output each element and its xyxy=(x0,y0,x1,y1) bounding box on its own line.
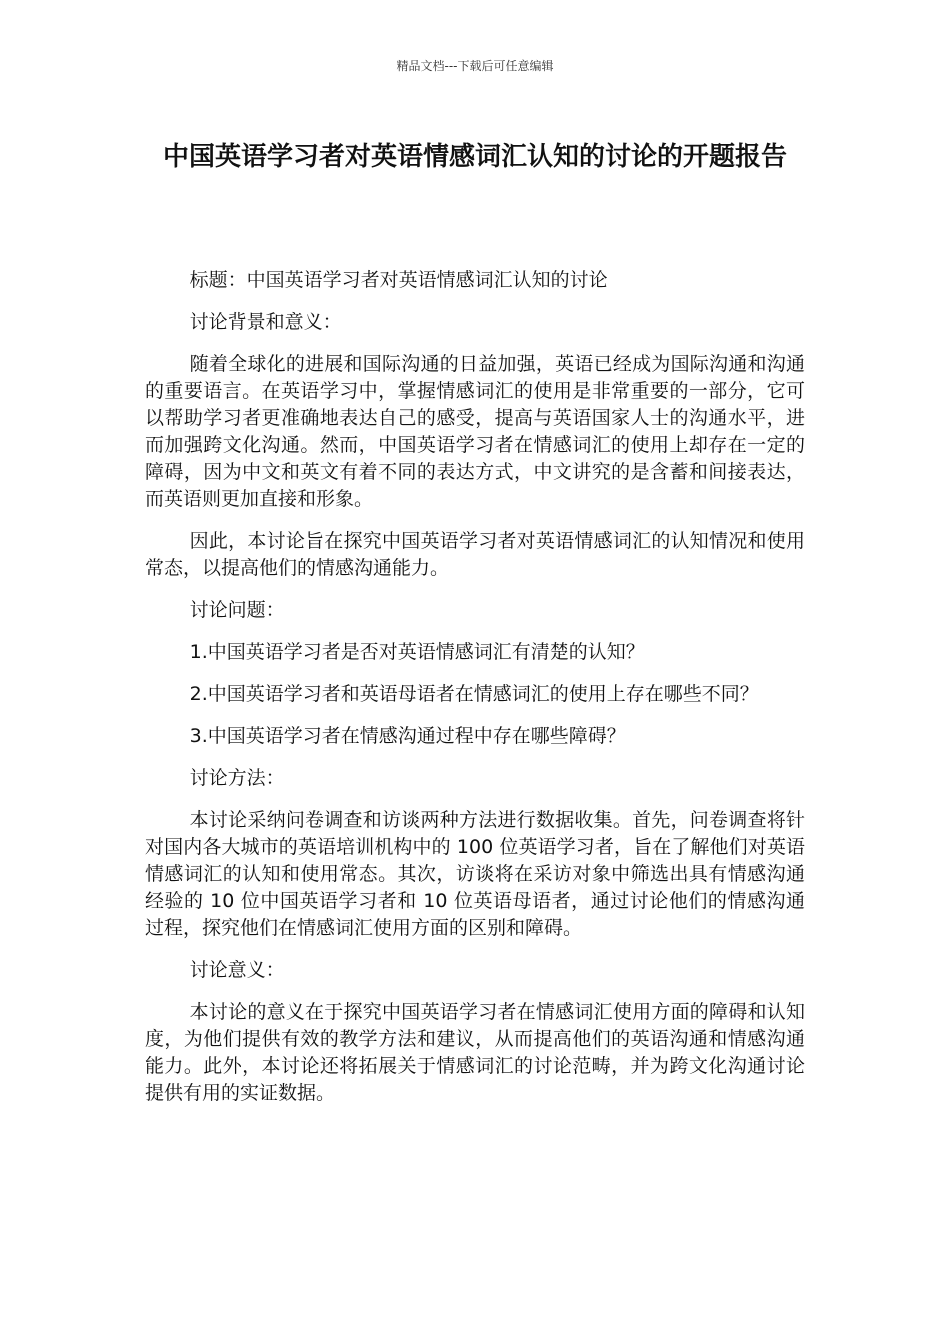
header-note: 精品文档---下载后可任意编辑 xyxy=(396,59,554,73)
document-title: 中国英语学习者对英语情感词汇认知的讨论的开题报告 xyxy=(162,142,787,172)
paragraph-background: 随着全球化的进展和国际沟通的日益加强，英语已经成为国际沟通和沟通的重要语言。在英语学习中，掌握情感词汇的使用是非常重要的一部分，它可以帮助学习者更准确地表达自己的感受，提高与英语国家人士的沟通水平，进而加强跨文化沟通。然而，中国英语学习者在情感词汇的使用上却存在一定的障碍，因为中文和英文有着不同的表达方式，中文讲究的是含蓄和间接表达，而英语则更加直接和形象。 xyxy=(145,353,805,510)
heading-significance: 讨论意义： xyxy=(189,959,285,981)
heading-questions: 讨论问题： xyxy=(189,599,285,621)
question-2: 2.中国英语学习者和英语母语者在情感词汇的使用上存在哪些不同？ xyxy=(189,683,759,705)
question-3: 3.中国英语学习者在情感沟通过程中存在哪些障碍？ xyxy=(189,725,626,747)
document-body xyxy=(145,267,805,1122)
paragraph-significance: 本讨论的意义在于探究中国英语学习者在情感词汇使用方面的障碍和认知度，为他们提供有效的教学方法和建议，从而提高他们的英语沟通和情感沟通能力。此外，本讨论还将拓展关于情感词汇的讨论范畴，并为跨文化沟通讨论提供有用的实证数据。 xyxy=(145,1001,805,1104)
paragraph-methods: 本讨论采纳问卷调查和访谈两种方法进行数据收集。首先，问卷调查将针对国内各大城市的英语培训机构中的 100 位英语学习者，旨在了解他们对英语情感词汇的认知和使用常态。其次，访谈将在采访对象中筛选出具有情感沟通经验的 10 位中国英语学习者和 10 位英语母语者，通过讨论他们的情感沟通过程，探究他们在情感词汇使用方面的区别和障碍。 xyxy=(145,809,805,939)
heading-background: 讨论背景和意义： xyxy=(189,311,342,333)
paragraph-topic: 标题：中国英语学习者对英语情感词汇认知的讨论 xyxy=(189,269,608,291)
heading-methods: 讨论方法： xyxy=(189,767,285,789)
paragraph-purpose: 因此，本讨论旨在探究中国英语学习者对英语情感词汇的认知情况和使用常态，以提高他们的情感沟通能力。 xyxy=(145,530,805,579)
question-1: 1.中国英语学习者是否对英语情感词汇有清楚的认知？ xyxy=(189,641,645,663)
